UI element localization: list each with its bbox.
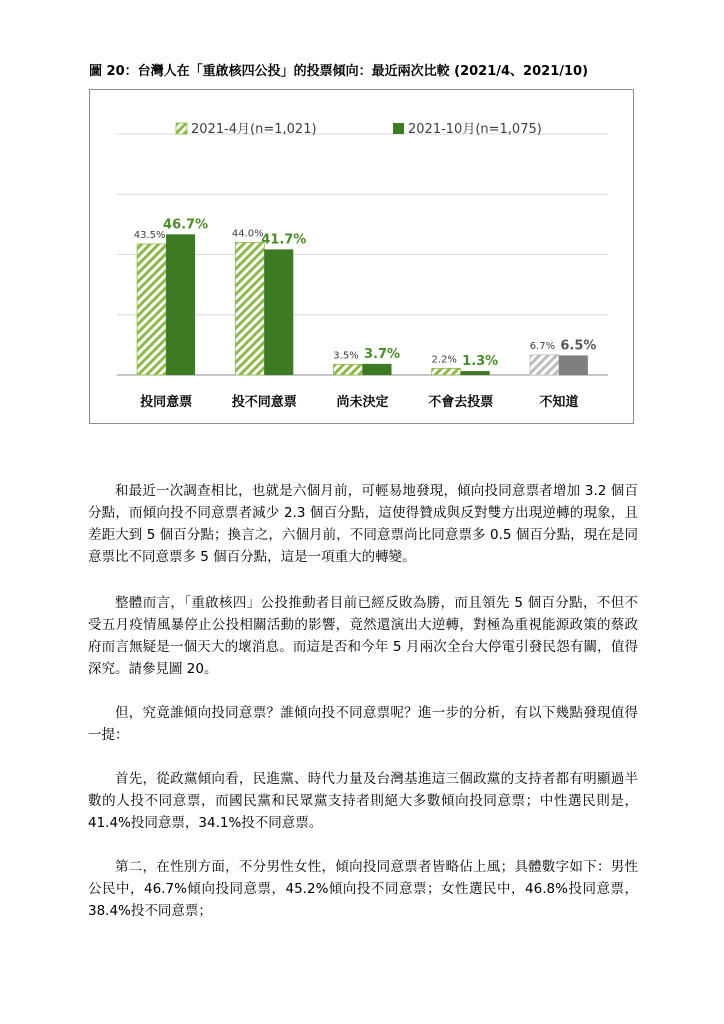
data-label-series-2: 41.7% [261, 232, 307, 248]
paragraph-3: 但，究竟誰傾向投同意票？誰傾向投不同意票呢？進一步的分析，有以下幾點發現值得一提： [88, 705, 638, 743]
bar-series-1 [235, 242, 264, 375]
paragraph-1: 和最近一次調查相比，也就是六個月前，可輕易地發現，傾向投同意票者增加 3.2 個百分點，而傾向投不同意票者減少 2.3 個百分點，這使得贊成與反對雙方出現逆轉的現象，且差距大到 5 個百分點；換言之，六個月前，不同意票尚比同意票多 0.5 個百分點，現在是同意票比不同意票多 5 個百分點，這是一項重大的轉變。 [88, 483, 638, 565]
bar-series-1 [530, 355, 559, 375]
legend-label-series-2: 2021-10月(n=1,075) [408, 122, 542, 137]
category-label: 投不同意票 [231, 395, 297, 410]
data-label-series-1: 44.0% [231, 228, 264, 240]
bar-series-2 [559, 355, 588, 375]
bar-chart [90, 90, 633, 423]
data-label-series-2: 3.7% [363, 346, 401, 362]
bar-series-2 [461, 371, 490, 375]
data-label-series-2: 1.3% [462, 354, 499, 370]
bar-series-1 [334, 364, 363, 375]
data-label-series-1: 6.7% [529, 340, 556, 352]
data-label-series-1: 2.2% [431, 354, 457, 366]
bar-series-1 [432, 368, 461, 375]
data-label-series-2: 46.7% [163, 217, 209, 233]
data-label-series-1: 43.5% [133, 229, 166, 241]
legend-swatch-series-1 [176, 123, 187, 134]
category-label: 不會去投票 [428, 395, 494, 410]
bar-series-2 [166, 234, 195, 375]
paragraph-5: 第二，在性別方面，不分男性女性，傾向投同意票者皆略佔上風；具體數字如下：男性公民中，46.7%傾向投同意票，45.2%傾向投不同意票；女性選民中，46.8%投同意票，38.4%投不同意票； [88, 859, 638, 919]
data-label-series-2: 6.5% [560, 338, 597, 354]
figure-title: 圖 20：台灣人在「重啟核四公投」的投票傾向：最近兩次比較 (2021/4、2021/10) [89, 64, 589, 79]
bar-series-2 [363, 364, 392, 375]
paragraph-2: 整體而言，「重啟核四」公投推動者目前已經反敗為勝，而且領先 5 個百分點，不但不受五月疫情風暴停止公投相關活動的影響，竟然還演出大逆轉，對極為重視能源政策的蔡政府而言無疑是一個天大的壞消息。而這是否和今年 5 月兩次全台大停電引發民怨有關，值得深究。請參見圖 20。 [88, 595, 638, 677]
legend-swatch-series-2 [393, 123, 404, 134]
bar-series-2 [264, 249, 293, 375]
category-label: 尚未決定 [336, 395, 389, 410]
category-label: 投同意票 [140, 395, 193, 410]
bar-series-1 [137, 244, 166, 375]
paragraph-4: 首先，從政黨傾向看，民進黨、時代力量及台灣基進這三個政黨的支持者都有明顯過半數的人投不同意票，而國民黨和民眾黨支持者則絕大多數傾向投同意票；中性選民則是，41.4%投同意票，34.1%投不同意票。 [88, 771, 638, 831]
data-label-series-1: 3.5% [333, 350, 359, 362]
category-label: 不知道 [539, 395, 579, 410]
legend-label-series-1: 2021-4月(n=1,021) [191, 122, 317, 137]
chart-frame [89, 89, 634, 424]
